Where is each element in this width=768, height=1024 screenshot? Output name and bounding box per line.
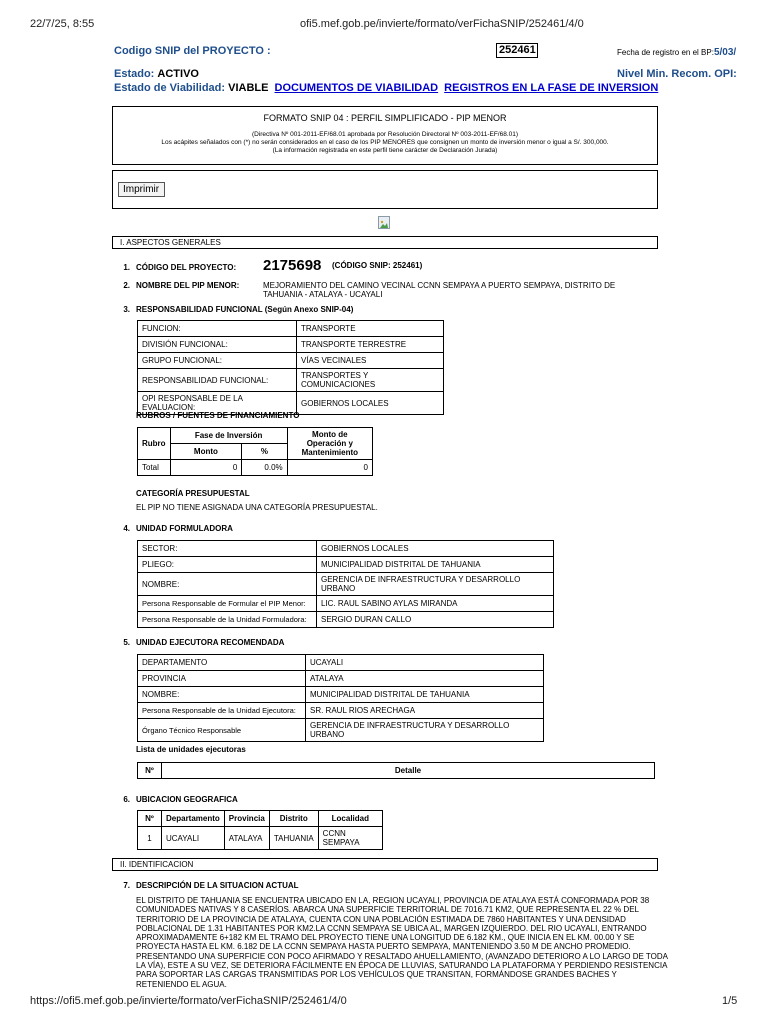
table-cell: Persona Responsable de la Unidad Ejecutora: bbox=[138, 703, 306, 719]
geo-cell: TAHUANIA bbox=[269, 827, 318, 850]
table-cell: MUNICIPALIDAD DISTRITAL DE TAHUANIA bbox=[306, 687, 544, 703]
geo-cell: 1 bbox=[138, 827, 162, 850]
viabilidad-label: Estado de Viabilidad: bbox=[114, 82, 226, 94]
lista-unidades-title: Lista de unidades ejecutoras bbox=[136, 745, 246, 754]
section-identificacion bbox=[112, 858, 658, 871]
codigo-proyecto-label: CÓDIGO DEL PROYECTO: bbox=[136, 263, 237, 272]
table-cell: TRANSPORTE TERRESTRE bbox=[297, 337, 444, 353]
geo-header: Departamento bbox=[162, 811, 225, 827]
paragraph-line: PROYECTA HASTA EL KM. 6.182 DE LA CCNN SEMPAYA HASTA PUERTO SEMPAYA, MANTENIENDO 3.50 M DE ANCHO PROMEDIO. bbox=[136, 942, 631, 952]
table-cell: RESPONSABILIDAD FUNCIONAL: bbox=[138, 369, 297, 392]
monto-operacion-header: Monto de Operación y Mantenimiento bbox=[287, 428, 372, 460]
ubicacion-table bbox=[137, 810, 383, 850]
table-cell: GERENCIA DE INFRAESTRUCTURA Y DESARROLLO URBANO bbox=[306, 719, 544, 742]
table-row bbox=[138, 428, 373, 444]
lista-unidades-table bbox=[137, 762, 655, 779]
fase-inversion-header: Fase de Inversión bbox=[170, 428, 287, 444]
registros-fase-inversion-link[interactable]: REGISTROS EN LA FASE DE INVERSION bbox=[444, 82, 659, 94]
item-number: 2. bbox=[123, 281, 130, 290]
unidad-formuladora-table bbox=[137, 540, 554, 628]
table-row bbox=[138, 573, 554, 596]
table-cell: Persona Responsable de Formular el PIP Menor: bbox=[138, 596, 317, 612]
geo-header: Localidad bbox=[318, 811, 382, 827]
table-row bbox=[138, 369, 444, 392]
monto-header: Monto bbox=[170, 444, 242, 460]
table-cell: DEPARTAMENTO bbox=[138, 655, 306, 671]
paragraph-line: LA VÍA), ESTE A SU VEZ, SE DETERIORA FÁCILMENTE EN ÉPOCA DE LLUVIAS, SATURANDO LA PLATAFORMA Y PERDIENDO RESISTENCIA bbox=[136, 961, 668, 971]
unidad-ejecutora-table bbox=[137, 654, 544, 742]
total-pct: 0.0% bbox=[242, 460, 287, 476]
table-cell: DIVISIÓN FUNCIONAL: bbox=[138, 337, 297, 353]
fecha-registro-value: 5/03/ bbox=[713, 47, 737, 58]
viabilidad-row bbox=[114, 82, 658, 94]
table-cell: GOBIERNOS LOCALES bbox=[317, 541, 554, 557]
section-title: I. ASPECTOS GENERALES bbox=[120, 238, 221, 247]
total-label: Total bbox=[138, 460, 171, 476]
imprimir-button[interactable]: Imprimir bbox=[118, 182, 165, 197]
section-title: II. IDENTIFICACION bbox=[120, 860, 194, 869]
table-row bbox=[138, 655, 544, 671]
table-cell: TRANSPORTES Y COMUNICACIONES bbox=[297, 369, 444, 392]
item-number: 7. bbox=[123, 881, 130, 890]
table-cell: Órgano Técnico Responsable bbox=[138, 719, 306, 742]
ubicacion-geografica-label: UBICACION GEOGRAFICA bbox=[136, 795, 238, 804]
print-page-number: 1/5 bbox=[722, 995, 738, 1007]
table-row bbox=[138, 353, 444, 369]
section-aspectos-generales bbox=[112, 236, 658, 249]
table-row bbox=[138, 703, 544, 719]
table-row bbox=[138, 596, 554, 612]
viabilidad-value: VIABLE bbox=[228, 82, 269, 94]
table-cell: GRUPO FUNCIONAL: bbox=[138, 353, 297, 369]
unidad-ejecutora-label: UNIDAD EJECUTORA RECOMENDADA bbox=[136, 638, 285, 647]
geo-cell: ATALAYA bbox=[224, 827, 269, 850]
table-cell: SERGIO DURAN CALLO bbox=[317, 612, 554, 628]
table-row bbox=[138, 671, 544, 687]
table-row bbox=[138, 321, 444, 337]
table-cell: FUNCION: bbox=[138, 321, 297, 337]
table-row bbox=[138, 827, 383, 850]
geo-header: Provincia bbox=[224, 811, 269, 827]
paragraph-line: PRESENTANDO UNA SUPERFICIE CON POCO AFIRMADO Y RESALTADO AHUELLAMIENTO, (AVANZADO DETERIORO A LO LARGO DE TODA bbox=[136, 951, 668, 961]
table-row bbox=[138, 612, 554, 628]
geo-cell: UCAYALI bbox=[162, 827, 225, 850]
print-footer-url: https://ofi5.mef.gob.pe/invierte/formato/verFichaSNIP/252461/4/0 bbox=[30, 995, 347, 1007]
table-cell: SECTOR: bbox=[138, 541, 317, 557]
table-cell: TRANSPORTE bbox=[297, 321, 444, 337]
table-cell: OPI RESPONSABLE DE LA EVALUACION: bbox=[138, 392, 297, 415]
responsabilidad-table bbox=[137, 320, 444, 415]
categoria-presupuestal-title: CATEGORÍA PRESUPUESTAL bbox=[136, 489, 250, 498]
formato-box bbox=[112, 106, 658, 165]
table-cell: UCAYALI bbox=[306, 655, 544, 671]
descripcion-situacion-text bbox=[136, 896, 668, 989]
formato-acapites: Los acápites señalados con (*) no serán considerados en el caso de los PIP MENORES que consignen un monto de inversión menor o igual a S/. 300,000. bbox=[161, 139, 609, 146]
geo-header: Distrito bbox=[269, 811, 318, 827]
table-cell: PLIEGO: bbox=[138, 557, 317, 573]
nivel-min-label: Nivel Min. Recom. OPI: bbox=[617, 68, 737, 80]
total-monto: 0 bbox=[170, 460, 242, 476]
estado-value: ACTIVO bbox=[157, 68, 199, 80]
item-number: 3. bbox=[123, 305, 130, 314]
paragraph-line: TERRITORIO DE LA PROVINCIA DE ATALAYA, CUENTA CON UNA POBLACIÓN ESTIMADA DE 7860 HABITANTES Y UNA DENSIDAD bbox=[136, 914, 626, 924]
paragraph-line: EL DISTRITO DE TAHUANIA SE ENCUENTRA UBICADO EN LA, REGION UCAYALI, PROVINCIA DE ATALAYA ESTÁ CONFORMADA POR 38 bbox=[136, 896, 650, 905]
table-cell: NOMBRE: bbox=[138, 573, 317, 596]
rubros-title: RUBROS / FUENTES DE FINANCIAMIENTO bbox=[136, 411, 300, 420]
geo-cell: CCNN SEMPAYA bbox=[318, 827, 382, 850]
codigo-snip-ref: (CÓDIGO SNIP: 252461) bbox=[332, 261, 423, 270]
table-cell: SR. RAUL RIOS ARECHAGA bbox=[306, 703, 544, 719]
table-cell: GOBIERNOS LOCALES bbox=[297, 392, 444, 415]
paragraph-line: APROXIMADAMENTE 6+182 KM EL TRAMO DEL PROYECTO TIENE UNA LONGITUD DE 6.182 KM., QUE INICIA EN EL KM. 00.00 Y SE bbox=[136, 933, 635, 943]
nombre-pip-line: TAHUANIA - ATALAYA - UCAYALI bbox=[263, 290, 383, 299]
paragraph-line: PARA SOPORTAR LAS CARGAS TRANSMITIDAS POR LOS VEHÍCULOS QUE TRANSITAN, FORMÁNDOSE GRANDES BACHES Y bbox=[136, 970, 617, 980]
table-cell: ATALAYA bbox=[306, 671, 544, 687]
rubro-header: Rubro bbox=[138, 428, 171, 460]
table-cell: LIC. RAUL SABINO AYLAS MIRANDA bbox=[317, 596, 554, 612]
print-datetime: 22/7/25, 8:55 bbox=[30, 18, 95, 30]
rubros-table bbox=[137, 427, 373, 476]
paragraph-line: COMUNIDADES NATIVAS Y 8 CASERÍOS. ABARCA UNA SUPERFICIE TERRITORIAL DE 7016.71 KM2, QUE REPRESENTA EL 22 % DEL bbox=[136, 905, 639, 915]
table-row bbox=[138, 460, 373, 476]
lista-detalle-header: Detalle bbox=[162, 763, 655, 779]
table-cell: Persona Responsable de la Unidad Formuladora: bbox=[138, 612, 317, 628]
item-number: 4. bbox=[123, 524, 130, 533]
table-row bbox=[138, 763, 655, 779]
total-operacion: 0 bbox=[287, 460, 372, 476]
table-row bbox=[138, 687, 544, 703]
formato-directiva: (Directiva Nº 001-2011-EF/68.01 aprobada por Resolución Directoral Nº 003-2011-EF/68.01) bbox=[251, 131, 519, 138]
table-row bbox=[138, 541, 554, 557]
table-row bbox=[138, 719, 544, 742]
table-cell: PROVINCIA bbox=[138, 671, 306, 687]
table-cell: VÍAS VECINALES bbox=[297, 353, 444, 369]
paragraph-line: RETENIENDO EL AGUA. bbox=[136, 979, 227, 989]
descripcion-situacion-label: DESCRIPCIÓN DE LA SITUACION ACTUAL bbox=[136, 881, 299, 890]
estado-row bbox=[114, 68, 199, 80]
fecha-registro-label: Fecha de registro en el BP:5/03/ bbox=[617, 47, 737, 58]
item-number: 5. bbox=[123, 638, 130, 647]
geo-header: Nº bbox=[138, 811, 162, 827]
nombre-pip-label: NOMBRE DEL PIP MENOR: bbox=[136, 281, 240, 290]
broken-image-icon bbox=[378, 216, 390, 229]
estado-label: Estado: bbox=[114, 68, 155, 80]
table-cell: MUNICIPALIDAD DISTRITAL DE TAHUANIA bbox=[317, 557, 554, 573]
table-row bbox=[138, 557, 554, 573]
codigo-proyecto-value: 2175698 bbox=[263, 257, 322, 274]
codigo-snip-label: Codigo SNIP del PROYECTO : bbox=[114, 45, 271, 57]
formato-title: FORMATO SNIP 04 : PERFIL SIMPLIFICADO - PIP MENOR bbox=[263, 113, 507, 123]
nombre-pip-line: MEJORAMIENTO DEL CAMINO VECINAL CCNN SEMPAYA A PUERTO SEMPAYA, DISTRITO DE bbox=[263, 281, 616, 290]
lista-n-header: Nº bbox=[138, 763, 162, 779]
formato-declaracion: (La información registrada en este perfil tiene carácter de Declaración Jurada) bbox=[272, 147, 498, 154]
paragraph-line: POBLACIONAL DE 1.31 HABITANTES POR KM2.LA CCNN SEMPAYA SE UBICA AL, MARGEN IZQUIERDO. DEL RIO UCAYALI, ENTRANDO bbox=[136, 923, 647, 933]
responsabilidad-funcional-label: RESPONSABILIDAD FUNCIONAL (Según Anexo SNIP-04) bbox=[136, 305, 354, 314]
pct-header: % bbox=[242, 444, 287, 460]
table-row bbox=[138, 811, 383, 827]
print-box bbox=[112, 170, 658, 209]
item-number: 6. bbox=[123, 795, 130, 804]
table-cell: GERENCIA DE INFRAESTRUCTURA Y DESARROLLO URBANO bbox=[317, 573, 554, 596]
unidad-formuladora-label: UNIDAD FORMULADORA bbox=[136, 524, 233, 533]
codigo-snip-value: 252461 bbox=[496, 43, 538, 58]
categoria-presupuestal-text: EL PIP NO TIENE ASIGNADA UNA CATEGORÍA PRESUPUESTAL. bbox=[136, 503, 378, 512]
print-url: ofi5.mef.gob.pe/invierte/formato/verFichaSNIP/252461/4/0 bbox=[300, 18, 584, 30]
table-row bbox=[138, 337, 444, 353]
item-number: 1. bbox=[123, 263, 130, 272]
documentos-viabilidad-link[interactable]: DOCUMENTOS DE VIABILIDAD bbox=[274, 82, 439, 94]
table-cell: NOMBRE: bbox=[138, 687, 306, 703]
nombre-pip-value bbox=[263, 281, 615, 299]
